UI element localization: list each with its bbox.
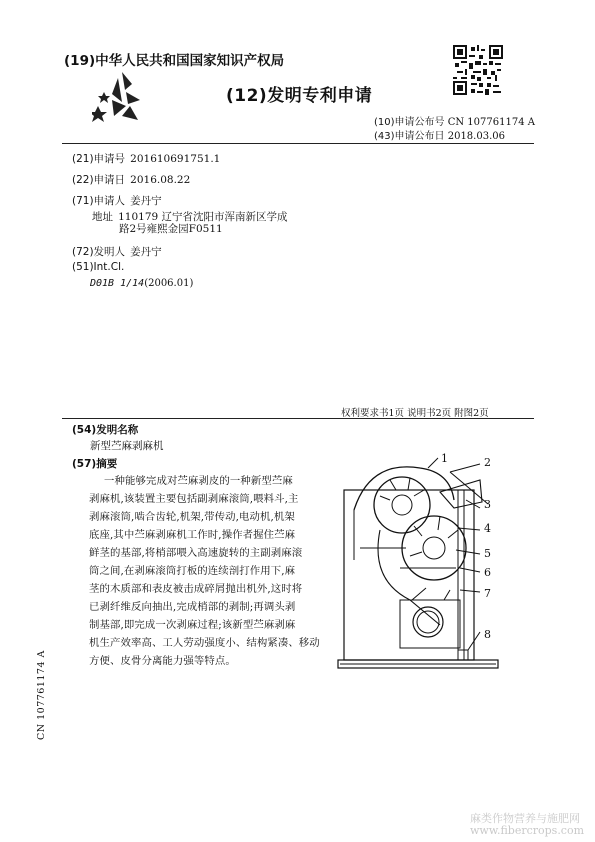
- abstract-line: 茎的木质部和表皮被击成碎屑抛出机外,这时将: [89, 583, 303, 595]
- page-counts: 权利要求书1页 说明书2页 附图2页: [341, 408, 489, 419]
- inventor-label: (72)发明人: [72, 246, 126, 258]
- invention-title-label: (54)发明名称: [72, 424, 139, 436]
- abstract-line: 制基部,即完成一次剥麻过程;该新型苎麻剥麻: [89, 619, 296, 631]
- application-number-value: 201610691751.1: [130, 153, 221, 165]
- inventor-value: 姜丹宁: [130, 246, 162, 258]
- document-type: (12)发明专利申请: [226, 86, 373, 106]
- invention-title: 新型苎麻剥麻机: [90, 440, 164, 452]
- address-label: 地址: [92, 211, 113, 223]
- ipc-row: [90, 278, 193, 289]
- publication-number-row: [374, 113, 535, 128]
- abstract-line: 机生产效率高、工人劳动强度小、结构紧凑、移动: [89, 637, 320, 649]
- qr-code: [453, 45, 503, 95]
- office-name: (19)中华人民共和国国家知识产权局: [64, 53, 285, 69]
- publication-date-label: (43)申请公布日: [374, 131, 445, 142]
- abstract-label: (57)摘要: [72, 458, 118, 470]
- abstract-line: 一种能够完成对苎麻剥皮的一种新型苎麻: [104, 475, 293, 487]
- header-divider: [62, 143, 534, 144]
- figure-label-5: 5: [484, 547, 491, 560]
- inventor-row: [72, 240, 162, 259]
- abstract-line: 剥麻机,该装置主要包括副剥麻滚筒,喂料斗,主: [89, 493, 299, 505]
- address-line-1: 110179 辽宁省沈阳市浑南新区学成: [118, 211, 288, 223]
- belt-drive: [378, 530, 440, 625]
- address-line-2: 路2号雍熙金园F0511: [119, 223, 223, 235]
- applicant-value: 姜丹宁: [130, 195, 162, 207]
- application-date-row: [72, 168, 190, 187]
- application-date-value: 2016.08.22: [130, 174, 191, 186]
- ipc-code: D01B 1/14: [90, 278, 145, 289]
- application-number-label: (21)申请号: [72, 153, 126, 165]
- applicant-label: (71)申请人: [72, 195, 126, 207]
- abstract-line: 剥麻滚筒,啮合齿轮,机架,带传动,电动机,机架: [89, 511, 295, 523]
- machine-drawing: [330, 450, 510, 680]
- figure-label-1: 1: [441, 452, 448, 465]
- page-counts-divider: [62, 418, 534, 419]
- abstract-line: 鲜茎的基部,将梢部喂入高速旋转的主副剥麻滚: [89, 547, 303, 559]
- abstract-line: 筒之间,在剥麻滚筒打板的连续剖打作用下,麻: [89, 565, 296, 577]
- abstract-line: 底座,其中苎麻剥麻机工作时,操作者握住苎麻: [89, 529, 296, 541]
- application-date-label: (22)申请日: [72, 174, 126, 186]
- publication-number-value: CN 107761174 A: [447, 117, 535, 128]
- ipc-version: (2006.01): [144, 278, 194, 289]
- machine-frame: [344, 490, 474, 660]
- cnipa-logo: [92, 72, 148, 122]
- housing-top: [354, 467, 454, 510]
- watermark-cn: 麻类作物营养与施肥网: [470, 812, 580, 825]
- watermark-url: www.fibercrops.com: [470, 824, 585, 837]
- figure-label-2: 2: [484, 456, 491, 469]
- abstract-line: 已剥纤维反向抽出,完成梢部的剥制;再调头剥: [89, 601, 296, 613]
- ipc-label: (51)Int.Cl.: [72, 261, 125, 273]
- figure-label-8: 8: [484, 628, 491, 641]
- publication-date-row: [374, 127, 505, 142]
- main-drum: [402, 516, 466, 580]
- figure-label-6: 6: [484, 566, 491, 579]
- figure-label-4: 4: [484, 522, 491, 535]
- application-number-row: [72, 147, 220, 166]
- secondary-drum: [374, 477, 430, 533]
- publication-number-label: (10)申请公布号: [374, 117, 445, 128]
- abstract-line: 方便、皮骨分离能力强等特点。: [89, 655, 236, 667]
- figure-label-7: 7: [484, 587, 491, 600]
- side-publication-number: CN 107761174 A: [36, 650, 47, 740]
- figure-label-3: 3: [484, 498, 491, 511]
- publication-date-value: 2018.03.06: [447, 131, 505, 142]
